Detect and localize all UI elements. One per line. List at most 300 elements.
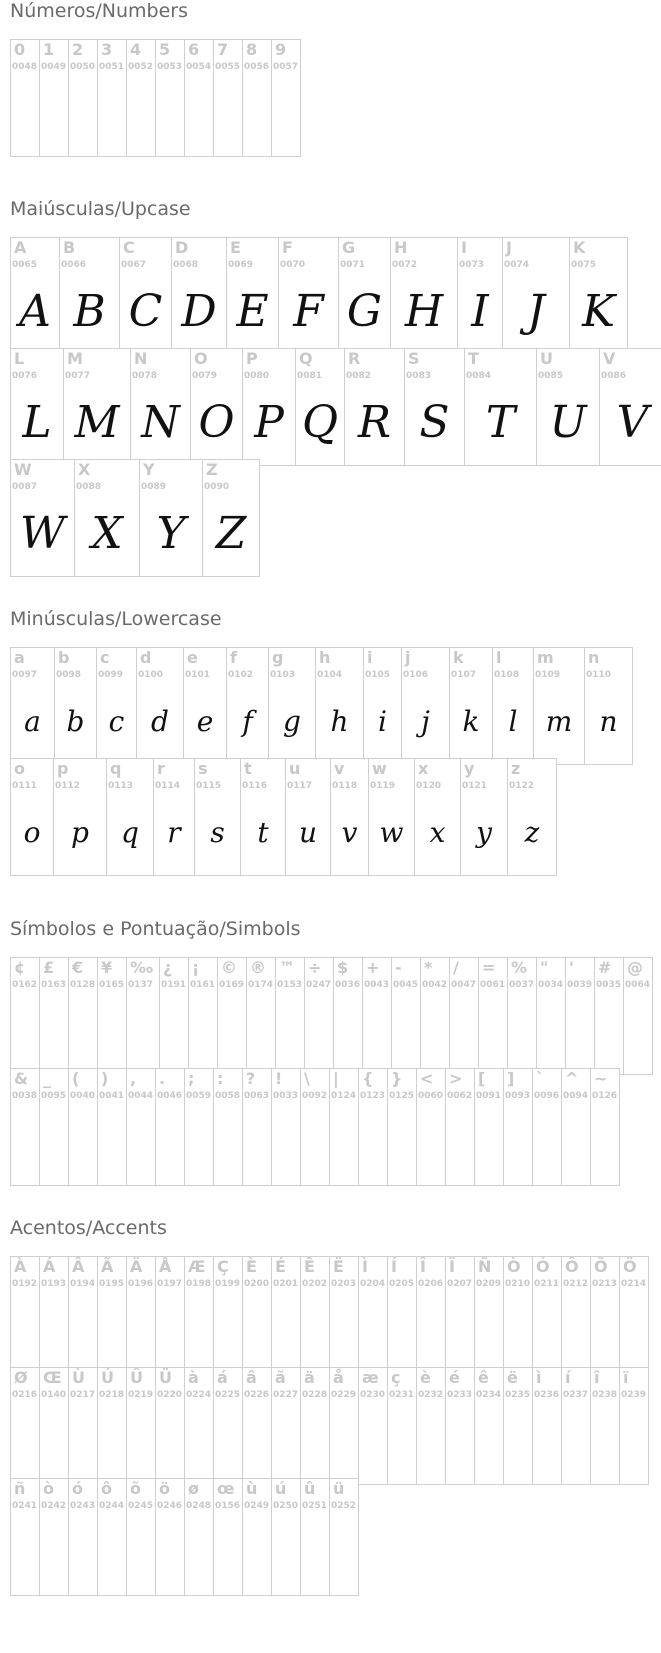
glyph-code: 0085 <box>538 371 564 381</box>
glyph-code: 0174 <box>248 980 274 990</box>
glyph-label: á <box>217 1368 228 1387</box>
glyph-code: 0116 <box>242 781 268 791</box>
glyph-code: 0090 <box>204 482 230 492</box>
glyph-code: 0041 <box>99 1091 125 1101</box>
glyph-cell <box>401 647 450 765</box>
glyph-label: r <box>157 759 165 778</box>
glyph-cell <box>155 1367 185 1485</box>
glyph-label: % <box>511 958 528 977</box>
glyph-label: V <box>603 349 616 368</box>
glyph-label: ! <box>275 1069 283 1088</box>
glyph-cell <box>202 459 260 577</box>
glyph-label: j <box>405 648 411 667</box>
glyph-label: ù <box>246 1479 258 1498</box>
glyph-label: _ <box>43 1069 51 1088</box>
glyph-cell <box>10 39 40 157</box>
glyph-label: - <box>395 958 402 977</box>
glyph-cell <box>623 957 653 1075</box>
glyph-code: 0111 <box>12 781 38 791</box>
glyph-cell <box>126 1367 156 1485</box>
glyph-cell <box>329 1068 359 1186</box>
glyph-code: 0118 <box>332 781 358 791</box>
glyph-code: 0230 <box>360 1390 386 1400</box>
glyph-cell <box>130 348 191 466</box>
glyph-code: 0249 <box>244 1501 270 1511</box>
glyph-label: Î <box>420 1257 426 1276</box>
glyph-sample: j <box>421 705 430 738</box>
glyph-code: 0064 <box>625 980 651 990</box>
glyph-label: u <box>289 759 301 778</box>
glyph-label: Í <box>391 1257 397 1276</box>
glyph-cell <box>242 39 272 157</box>
glyph-code: 0242 <box>41 1501 67 1511</box>
glyph-label: Ê <box>304 1257 315 1276</box>
glyph-label: M <box>67 349 83 368</box>
glyph-cell <box>503 1367 533 1485</box>
glyph-cell <box>213 1256 243 1374</box>
glyph-cell <box>565 957 595 1075</box>
glyph-code: 0246 <box>157 1501 183 1511</box>
glyph-code: 0072 <box>392 260 418 270</box>
glyph-cell <box>126 957 160 1075</box>
section-title: Minúsculas/Lowercase <box>10 608 222 630</box>
glyph-code: 0050 <box>70 62 96 72</box>
glyph-label: à <box>188 1368 199 1387</box>
glyph-sample: k <box>462 705 480 738</box>
glyph-code: 0097 <box>12 670 38 680</box>
glyph-code: 0247 <box>306 980 332 990</box>
glyph-code: 0140 <box>41 1390 67 1400</box>
glyph-cell <box>532 1367 562 1485</box>
glyph-code: 0034 <box>538 980 564 990</box>
glyph-sample: b <box>66 705 85 738</box>
glyph-code: 0217 <box>70 1390 96 1400</box>
glyph-cell <box>362 957 392 1075</box>
glyph-label: ™ <box>279 958 295 977</box>
glyph-sample: t <box>257 816 269 849</box>
section-title: Acentos/Accents <box>10 1217 167 1239</box>
glyph-code: 0239 <box>621 1390 647 1400</box>
glyph-cell <box>368 758 415 876</box>
glyph-cell <box>242 1256 272 1374</box>
glyph-label: ] <box>507 1069 515 1088</box>
glyph-code: 0061 <box>480 980 506 990</box>
glyph-cell <box>97 1256 127 1374</box>
glyph-cell <box>10 1256 40 1374</box>
glyph-code: 0196 <box>128 1279 154 1289</box>
glyph-label: n <box>588 648 600 667</box>
glyph-code: 0110 <box>586 670 612 680</box>
glyph-code: 0037 <box>509 980 535 990</box>
glyph-code: 0095 <box>41 1091 67 1101</box>
glyph-cell <box>387 1256 417 1374</box>
glyph-cell <box>333 957 363 1075</box>
glyph-sample: v <box>341 816 358 849</box>
glyph-sample: S <box>419 397 450 448</box>
glyph-label: C <box>123 238 135 257</box>
glyph-code: 0199 <box>215 1279 241 1289</box>
glyph-label: + <box>366 958 380 977</box>
glyph-cell <box>68 39 98 157</box>
glyph-cell <box>295 348 345 466</box>
glyph-code: 0128 <box>70 980 96 990</box>
glyph-cell <box>240 758 286 876</box>
glyph-cell <box>449 647 493 765</box>
glyph-cell <box>153 758 195 876</box>
glyph-label: 7 <box>217 40 229 59</box>
section-title: Números/Numbers <box>10 0 188 22</box>
glyph-code: 0043 <box>364 980 390 990</box>
glyph-code: 0077 <box>65 371 91 381</box>
glyph-label: K <box>573 238 586 257</box>
glyph-label: t <box>244 759 252 778</box>
glyph-code: 0069 <box>228 260 254 270</box>
glyph-code: 0153 <box>277 980 303 990</box>
glyph-code: 0044 <box>128 1091 154 1101</box>
glyph-label: é <box>449 1368 460 1387</box>
glyph-label: Ò <box>507 1257 521 1276</box>
glyph-cell <box>184 39 214 157</box>
glyph-label: B <box>63 238 76 257</box>
glyph-label: e <box>187 648 198 667</box>
glyph-cell <box>387 1367 417 1485</box>
glyph-cell <box>139 459 203 577</box>
glyph-code: 0201 <box>273 1279 299 1289</box>
glyph-code: 0065 <box>12 260 38 270</box>
glyph-code: 0212 <box>563 1279 589 1289</box>
glyph-sample: n <box>599 705 618 738</box>
glyph-label: a <box>14 648 25 667</box>
glyph-code: 0066 <box>61 260 87 270</box>
glyph-cell <box>561 1256 591 1374</box>
glyph-code: 0045 <box>393 980 419 990</box>
glyph-cell <box>271 39 301 157</box>
glyph-code: 0074 <box>504 260 530 270</box>
glyph-cell <box>106 758 154 876</box>
glyph-code: 0124 <box>331 1091 357 1101</box>
glyph-code: 0137 <box>128 980 154 990</box>
glyph-cell <box>213 1367 243 1485</box>
glyph-code: 0062 <box>447 1091 473 1101</box>
glyph-label: ñ <box>14 1479 26 1498</box>
glyph-code: 0250 <box>273 1501 299 1511</box>
glyph-sample: w <box>379 816 404 849</box>
glyph-cell <box>39 1367 69 1485</box>
glyph-code: 0232 <box>418 1390 444 1400</box>
glyph-cell <box>184 1256 214 1374</box>
glyph-cell <box>300 1367 330 1485</box>
glyph-label: © <box>221 958 237 977</box>
glyph-label: R <box>348 349 361 368</box>
glyph-code: 0243 <box>70 1501 96 1511</box>
glyph-label: ä <box>304 1368 315 1387</box>
glyph-code: 0058 <box>215 1091 241 1101</box>
glyph-label: q <box>110 759 122 778</box>
glyph-code: 0103 <box>270 670 296 680</box>
glyph-cell <box>184 1478 214 1596</box>
glyph-label: 4 <box>130 40 142 59</box>
glyph-code: 0086 <box>601 371 627 381</box>
glyph-code: 0107 <box>451 670 477 680</box>
glyph-cell <box>97 39 127 157</box>
glyph-label: Û <box>130 1368 143 1387</box>
glyph-label: X <box>78 460 91 479</box>
glyph-code: 0049 <box>41 62 67 72</box>
glyph-code: 0078 <box>132 371 158 381</box>
glyph-cell <box>507 758 557 876</box>
glyph-sample: u <box>298 816 318 849</box>
glyph-code: 0079 <box>192 371 218 381</box>
glyph-code: 0227 <box>273 1390 299 1400</box>
glyph-cell <box>184 1068 214 1186</box>
glyph-sample: F <box>293 286 324 337</box>
glyph-sample: Z <box>215 508 247 559</box>
glyph-code: 0205 <box>389 1279 415 1289</box>
glyph-cell <box>39 39 69 157</box>
glyph-label: æ <box>362 1368 379 1387</box>
glyph-label: ì <box>536 1368 542 1387</box>
glyph-label: o <box>14 759 25 778</box>
glyph-label: ^ <box>565 1069 579 1088</box>
glyph-cell <box>194 758 241 876</box>
glyph-cell <box>503 1256 533 1374</box>
glyph-label: A <box>14 238 27 257</box>
glyph-label: 1 <box>43 40 55 59</box>
glyph-label: ê <box>478 1368 489 1387</box>
glyph-cell <box>414 758 461 876</box>
glyph-label: k <box>453 648 464 667</box>
glyph-sample: m <box>545 705 573 738</box>
glyph-code: 0100 <box>138 670 164 680</box>
glyph-code: 0067 <box>121 260 147 270</box>
glyph-cell <box>358 1367 388 1485</box>
glyph-code: 0191 <box>161 980 187 990</box>
glyph-label: Ë <box>333 1257 344 1276</box>
glyph-label: < <box>420 1069 434 1088</box>
glyph-code: 0195 <box>99 1279 125 1289</box>
glyph-code: 0125 <box>389 1091 415 1101</box>
glyph-cell <box>10 957 40 1075</box>
glyph-code: 0117 <box>287 781 313 791</box>
glyph-cell <box>68 1068 98 1186</box>
glyph-cell <box>536 957 566 1075</box>
glyph-sample: Q <box>301 397 339 448</box>
glyph-cell <box>126 39 156 157</box>
glyph-cell <box>358 1068 388 1186</box>
section-title: Símbolos e Pontuação/Simbols <box>10 918 301 940</box>
glyph-sample: P <box>254 397 284 448</box>
glyph-cell <box>445 1256 475 1374</box>
glyph-cell <box>136 647 184 765</box>
glyph-code: 0226 <box>244 1390 270 1400</box>
glyph-code: 0200 <box>244 1279 270 1289</box>
glyph-cell <box>39 1256 69 1374</box>
glyph-cell <box>502 237 570 355</box>
glyph-code: 0105 <box>365 670 391 680</box>
glyph-cell <box>358 1256 388 1374</box>
glyph-cell <box>10 1068 40 1186</box>
glyph-cell <box>53 758 107 876</box>
glyph-sample: K <box>582 286 615 337</box>
glyph-label: E <box>230 238 241 257</box>
glyph-code: 0096 <box>534 1091 560 1101</box>
glyph-code: 0063 <box>244 1091 270 1101</box>
glyph-label: ü <box>333 1479 345 1498</box>
glyph-code: 0241 <box>12 1501 38 1511</box>
glyph-cell <box>39 957 69 1075</box>
glyph-label: b <box>58 648 70 667</box>
glyph-cell <box>460 758 508 876</box>
glyph-sample: E <box>236 286 269 337</box>
glyph-code: 0162 <box>12 980 38 990</box>
glyph-label: ï <box>623 1368 629 1387</box>
glyph-code: 0114 <box>155 781 181 791</box>
glyph-label: 0 <box>14 40 26 59</box>
glyph-sample: B <box>73 286 106 337</box>
glyph-cell <box>119 237 172 355</box>
glyph-code: 0204 <box>360 1279 386 1289</box>
glyph-label: N <box>134 349 148 368</box>
glyph-cell <box>10 459 75 577</box>
glyph-label: î <box>594 1368 600 1387</box>
glyph-code: 0059 <box>186 1091 212 1101</box>
glyph-cell <box>532 1256 562 1374</box>
glyph-cell <box>404 348 465 466</box>
glyph-label: J <box>506 238 512 257</box>
glyph-label: ¡ <box>192 958 200 977</box>
glyph-sample: R <box>357 397 392 448</box>
glyph-code: 0104 <box>317 670 343 680</box>
glyph-label: h <box>319 648 331 667</box>
glyph-cell <box>226 647 269 765</box>
glyph-cell <box>242 348 296 466</box>
glyph-cell <box>590 1068 620 1186</box>
glyph-cell <box>68 1256 98 1374</box>
glyph-label: U <box>540 349 553 368</box>
glyph-label: Ì <box>362 1257 368 1276</box>
glyph-sample: D <box>181 286 217 337</box>
glyph-code: 0245 <box>128 1501 154 1511</box>
glyph-code: 0057 <box>273 62 299 72</box>
glyph-label: x <box>418 759 429 778</box>
glyph-cell <box>54 647 97 765</box>
glyph-code: 0099 <box>98 670 124 680</box>
glyph-cell <box>63 348 131 466</box>
glyph-sample: d <box>151 705 169 738</box>
glyph-label: ú <box>275 1479 287 1498</box>
glyph-sample: c <box>108 705 125 738</box>
glyph-code: 0198 <box>186 1279 212 1289</box>
glyph-sample: V <box>616 397 649 448</box>
glyph-code: 0092 <box>302 1091 328 1101</box>
glyph-label: . <box>159 1069 166 1088</box>
glyph-cell <box>59 237 120 355</box>
glyph-label: Z <box>206 460 218 479</box>
glyph-cell <box>155 39 185 157</box>
glyph-sample: y <box>476 816 492 849</box>
glyph-cell <box>300 1478 330 1596</box>
glyph-cell <box>561 1068 591 1186</box>
glyph-cell <box>10 647 55 765</box>
glyph-label: Õ <box>594 1257 608 1276</box>
glyph-label: G <box>342 238 356 257</box>
glyph-label: É <box>275 1257 286 1276</box>
glyph-label: c <box>100 648 110 667</box>
glyph-label: s <box>198 759 208 778</box>
glyph-sample: f <box>242 705 253 738</box>
glyph-label: Æ <box>188 1257 206 1276</box>
glyph-code: 0228 <box>302 1390 328 1400</box>
glyph-sample: r <box>167 816 181 849</box>
glyph-code: 0126 <box>592 1091 618 1101</box>
glyph-sample: q <box>121 816 139 849</box>
glyph-cell <box>344 348 405 466</box>
glyph-label: y <box>464 759 475 778</box>
glyph-label: & <box>14 1069 28 1088</box>
glyph-label: À <box>14 1257 27 1276</box>
glyph-label: $ <box>337 958 349 977</box>
glyph-cell <box>464 348 537 466</box>
glyph-label: Ä <box>130 1257 143 1276</box>
glyph-cell <box>213 1478 243 1596</box>
glyph-label: f <box>230 648 237 667</box>
glyph-code: 0251 <box>302 1501 328 1511</box>
glyph-label: ¢ <box>14 958 26 977</box>
glyph-label: Â <box>72 1257 85 1276</box>
glyph-label: @ <box>627 958 643 977</box>
glyph-code: 0120 <box>416 781 442 791</box>
glyph-label: P <box>246 349 258 368</box>
glyph-cell <box>68 1478 98 1596</box>
glyph-label: 8 <box>246 40 258 59</box>
glyph-cell <box>449 957 479 1075</box>
glyph-sample: o <box>23 816 41 849</box>
glyph-code: 0244 <box>99 1501 125 1511</box>
glyph-sample: O <box>198 397 235 448</box>
glyph-code: 0163 <box>41 980 67 990</box>
glyph-cell <box>74 459 140 577</box>
glyph-cell <box>10 237 60 355</box>
glyph-sample: M <box>74 397 120 448</box>
glyph-code: 0216 <box>12 1390 38 1400</box>
glyph-cell <box>329 1478 359 1596</box>
glyph-code: 0209 <box>476 1279 502 1289</box>
glyph-label: z <box>511 759 521 778</box>
glyph-cell <box>584 647 633 765</box>
glyph-code: 0084 <box>466 371 492 381</box>
glyph-label: ó <box>72 1479 83 1498</box>
glyph-cell <box>68 957 98 1075</box>
glyph-label: ø <box>188 1479 199 1498</box>
glyph-cell <box>478 957 508 1075</box>
glyph-cell <box>39 1068 69 1186</box>
glyph-cell <box>96 647 137 765</box>
glyph-code: 0219 <box>128 1390 154 1400</box>
glyph-cell <box>68 1367 98 1485</box>
glyph-label: ‰ <box>130 958 154 977</box>
glyph-label: € <box>72 958 84 977</box>
glyph-code: 0210 <box>505 1279 531 1289</box>
glyph-code: 0091 <box>476 1091 502 1101</box>
glyph-label: } <box>391 1069 403 1088</box>
glyph-label: O <box>194 349 208 368</box>
glyph-code: 0206 <box>418 1279 444 1289</box>
glyph-code: 0112 <box>55 781 81 791</box>
glyph-label: \ <box>304 1069 310 1088</box>
glyph-code: 0071 <box>340 260 366 270</box>
glyph-cell <box>10 758 54 876</box>
glyph-code: 0202 <box>302 1279 328 1289</box>
